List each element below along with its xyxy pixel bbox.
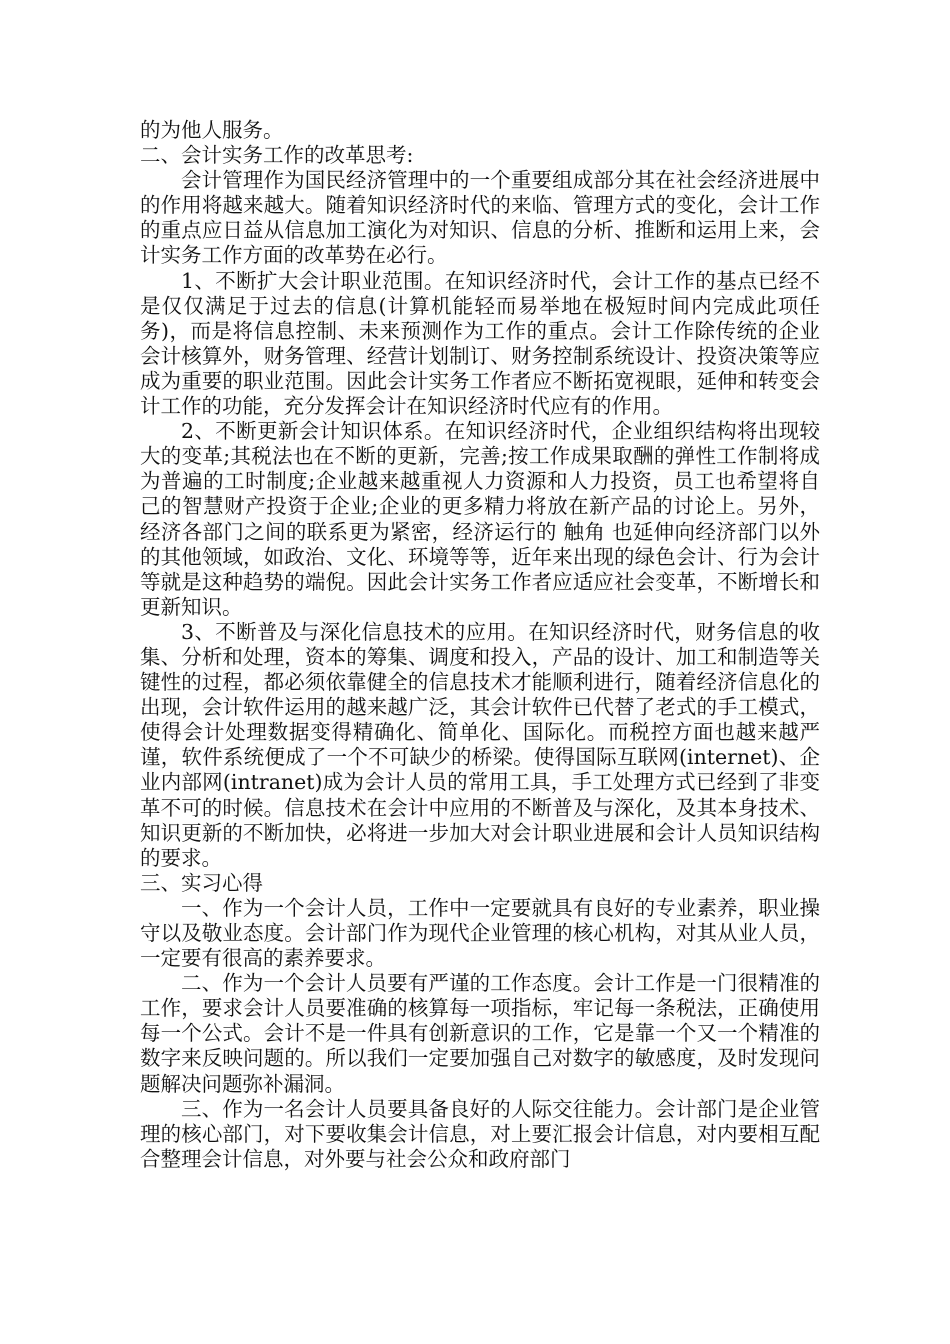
paragraph-experience-3: 三、作为一名会计人员要具备良好的人际交往能力。会计部门是企业管理的核心部门，对下要收集会计信息，对上要汇报会计信息，对内要相互配合整理会计信息，对外要与社会公众和政府部门	[140, 1096, 820, 1171]
paragraph-experience-1: 一、作为一个会计人员，工作中一定要就具有良好的专业素养，职业操守以及敬业态度。会计部门作为现代企业管理的核心机构，对其从业人员，一定要有很高的素养要求。	[140, 895, 820, 971]
section-heading-experience: 三、实习心得	[140, 870, 263, 895]
paragraph-point-2: 2、不断更新会计知识体系。在知识经济时代，企业组织结构将出现较大的变革;其税法也在不断的更新，完善;按工作成果取酬的弹性工作制将成为普遍的工时制度;企业越来越重视人力资源和人力投资，员工也希望将自己的智慧财产投资于企业;企业的更多精力将放在新产品的讨论上。另外，经济各部门之间的联系更为紧密，经济运行的 触角 也延伸向经济部门以外的其他领域，如政治、文化、环境等等，近年来出现的绿色会计、行为会计等就是这种趋势的端倪。因此会计实务工作者应适应社会变革，不断增长和更新知识。	[140, 419, 820, 619]
paragraph-intro: 会计管理作为国民经济管理中的一个重要组成部分其在社会经济进展中的作用将越来越大。随着知识经济时代的来临、管理方式的变化，会计工作的重点应日益从信息加工演化为对知识、信息的分析、推断和运用上来，会计实务工作方面的改革势在必行。	[140, 168, 820, 268]
paragraph-experience-2: 二、作为一个会计人员要有严谨的工作态度。会计工作是一门很精准的工作，要求会计人员要准确的核算每一项指标，牢记每一条税法，正确使用每一个公式。会计不是一件具有创新意识的工作，它是靠一个又一个精准的数字来反映问题的。所以我们一定要加强自己对数字的敏感度，及时发现问题解决问题弥补漏洞。	[140, 971, 820, 1096]
paragraph-point-1: 1、不断扩大会计职业范围。在知识经济时代，会计工作的基点已经不是仅仅满足于过去的信息(计算机能轻而易举地在极短时间内完成此项任务)，而是将信息控制、未来预测作为工作的重点。会计工作除传统的企业会计核算外，财务管理、经营计划制订、财务控制系统设计、投资决策等应成为重要的职业范围。因此会计实务工作者应不断拓宽视眼，延伸和转变会计工作的功能，充分发挥会计在知识经济时代应有的作用。	[140, 268, 820, 419]
paragraph-continuation: 的为他人服务。	[140, 118, 284, 142]
paragraph-point-3: 3、不断普及与深化信息技术的应用。在知识经济时代，财务信息的收集、分析和处理，资本的筹集、调度和投入，产品的设计、加工和制造等关键性的过程，都必须依靠健全的信息技术才能顺利进行，随着经济信息化的出现，会计软件运用的越来越广泛，其会计软件已代替了老式的手工模式，使得会计处理数据变得精确化、简单化、国际化。而税控方面也越来越严谨，软件系统便成了一个不可缺少的桥梁。使得国际互联网(internet)、企业内部网(intranet)成为会计人员的常用工具，手工处理方式已经到了非变革不可的时候。信息技术在会计中应用的不断普及与深化，及其本身技术、知识更新的不断加快，必将进一步加大对会计职业进展和会计人员知识结构的要求。	[140, 619, 820, 870]
document-page	[140, 118, 820, 1172]
section-heading-reform: 二、会计实务工作的改革思考:	[140, 143, 414, 168]
